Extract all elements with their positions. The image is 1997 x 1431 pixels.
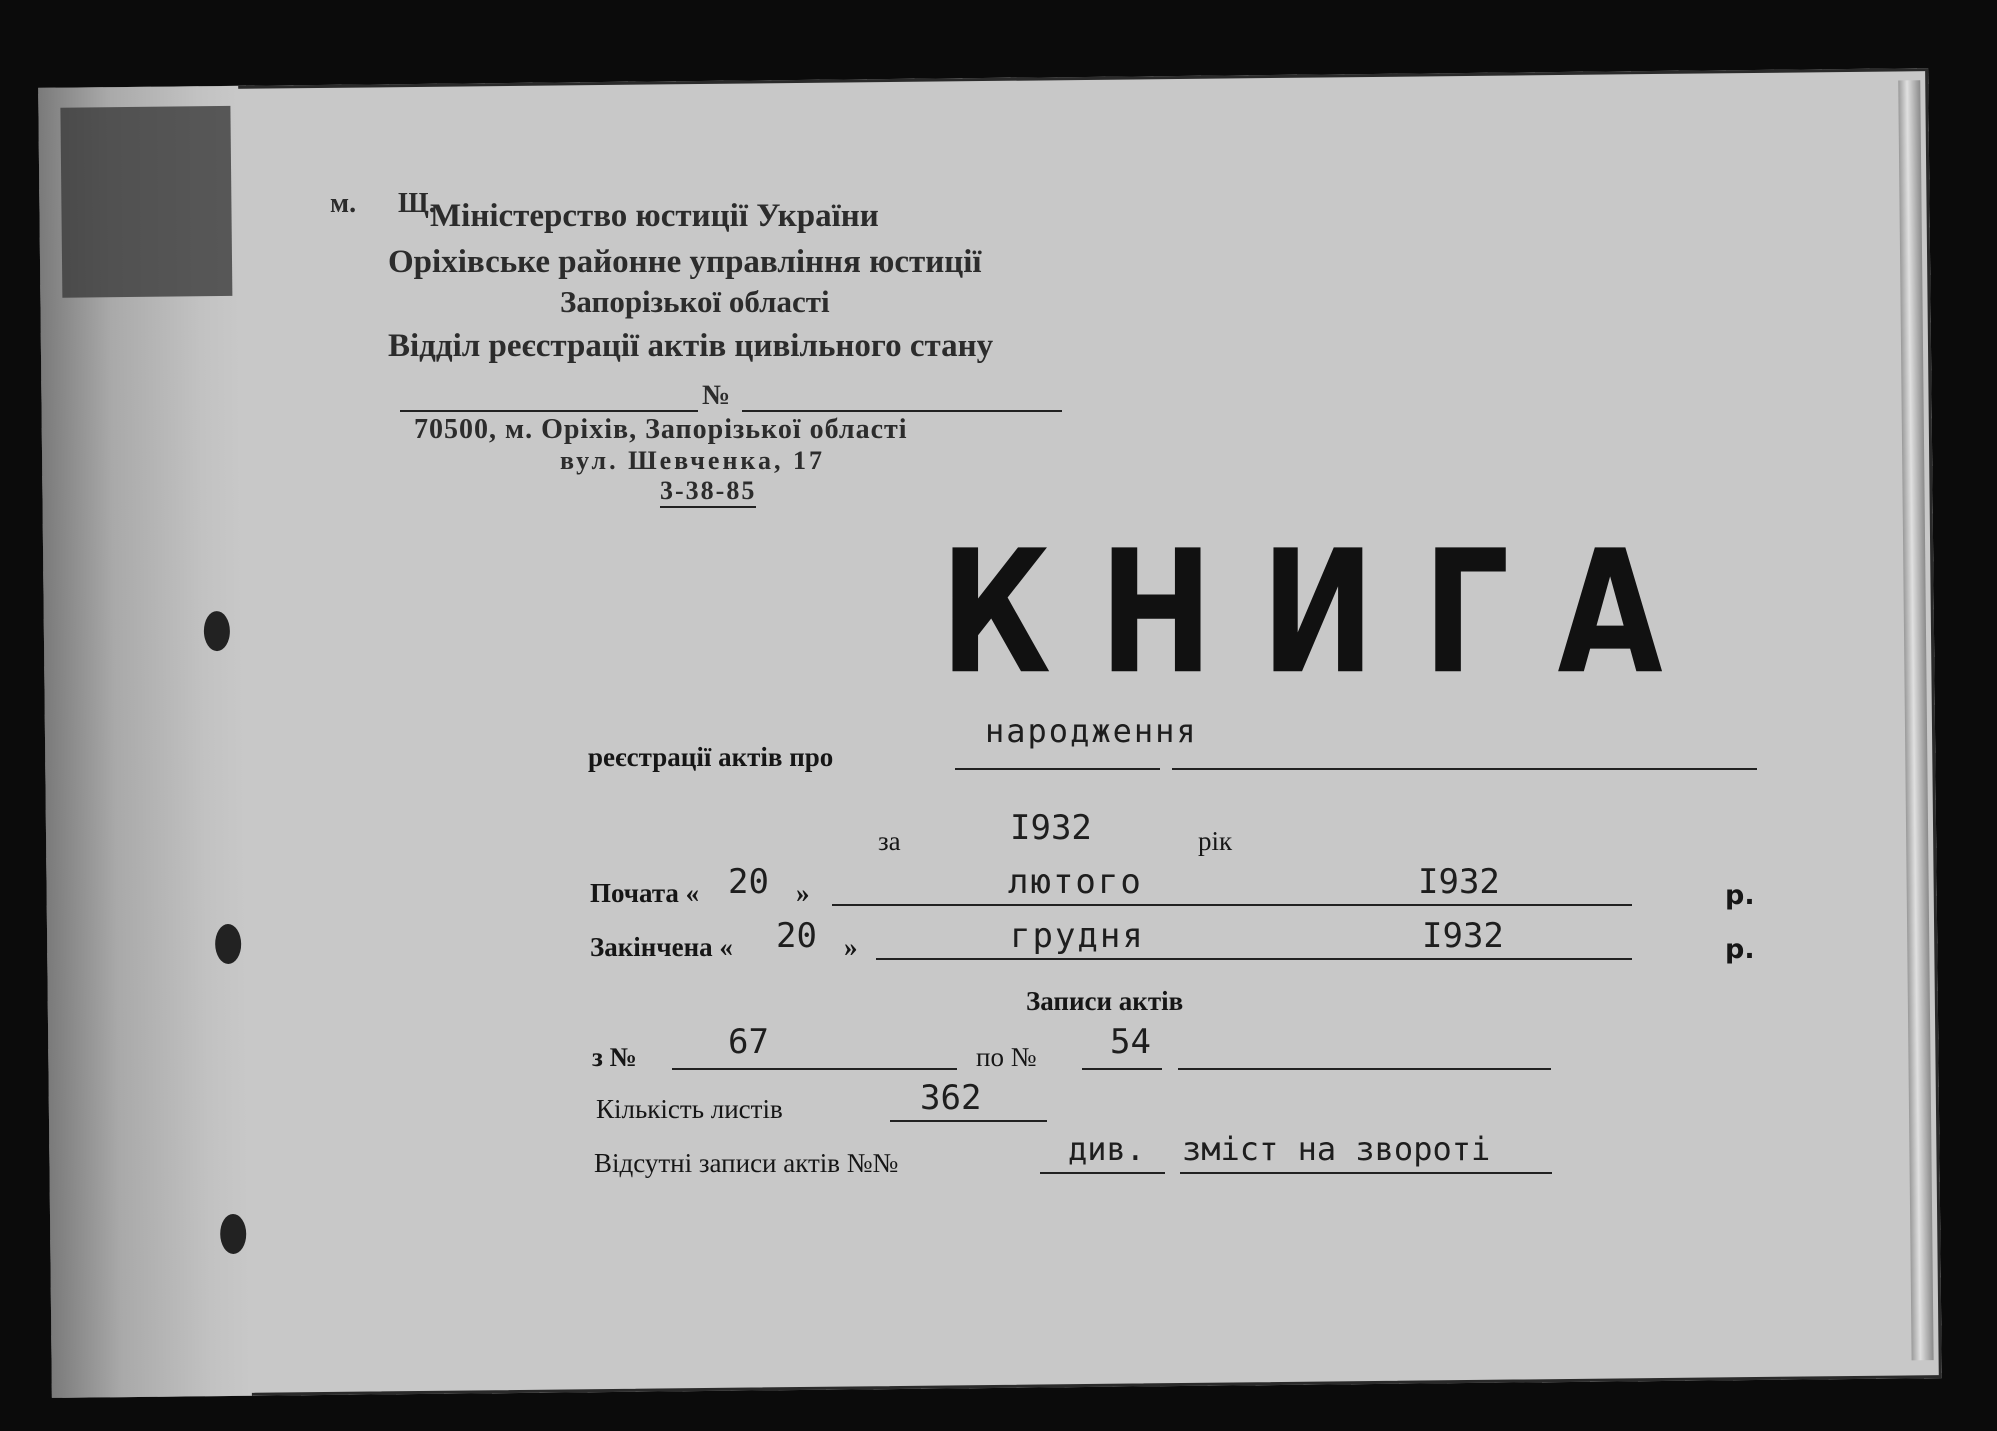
started-suffix: р. bbox=[1725, 880, 1755, 911]
stamp-street: вул. Шевченка, 17 bbox=[560, 446, 826, 475]
stamp-office: Відділ реєстрації актів цивільного стану bbox=[388, 328, 994, 364]
finished-label: Закінчена « bbox=[590, 932, 733, 962]
missing-value-part2: зміст на звороті bbox=[1182, 1130, 1491, 1168]
binding-hole bbox=[204, 611, 230, 651]
records-to-line bbox=[1082, 1068, 1162, 1070]
started-month-line bbox=[832, 904, 1172, 906]
year-value: I932 bbox=[1010, 808, 1092, 848]
sheets-line bbox=[890, 1120, 1047, 1122]
year-label-rik: рік bbox=[1198, 826, 1233, 856]
sheets-label: Кількість листів bbox=[596, 1094, 783, 1124]
records-from-label: з № bbox=[592, 1042, 637, 1072]
page-edges bbox=[1898, 80, 1933, 1360]
binding-hole bbox=[220, 1214, 246, 1254]
year-label-za: за bbox=[878, 826, 901, 856]
registration-value: народження bbox=[985, 712, 1198, 750]
records-to-label: по № bbox=[976, 1042, 1037, 1072]
started-close-quote: » bbox=[796, 878, 810, 908]
stamp-ministry: Міністерство юстиції України bbox=[430, 198, 879, 234]
finished-year-line bbox=[1172, 958, 1632, 960]
stamp-region: Запорізької області bbox=[560, 284, 830, 319]
finished-day: 20 bbox=[776, 916, 817, 956]
started-label: Почата « bbox=[590, 878, 700, 908]
stamp-number-line bbox=[742, 410, 1062, 412]
stamp-initials-m: м. bbox=[330, 188, 357, 219]
registration-label: реєстрації актів про bbox=[588, 742, 834, 772]
missing-value-part1: див. bbox=[1068, 1130, 1146, 1168]
spine-tape bbox=[60, 106, 232, 298]
started-year: I932 bbox=[1418, 862, 1500, 902]
finished-year: I932 bbox=[1422, 916, 1504, 956]
stamp-initials-sh: Щ. bbox=[398, 188, 436, 219]
stamp-department: Оріхівське районне управління юстиції bbox=[388, 244, 982, 280]
registration-line bbox=[955, 768, 1160, 770]
records-from-line bbox=[672, 1068, 957, 1070]
sheets-value: 362 bbox=[920, 1078, 982, 1118]
records-to-value: 54 bbox=[1110, 1022, 1151, 1062]
book-title: КНИГА bbox=[940, 515, 1711, 713]
records-to-line bbox=[1178, 1068, 1551, 1070]
registration-line bbox=[1172, 768, 1757, 770]
started-month: лютого bbox=[1008, 862, 1143, 902]
binding-hole bbox=[215, 924, 241, 964]
finished-suffix: р. bbox=[1725, 934, 1755, 965]
finished-month-line bbox=[876, 958, 1172, 960]
missing-line bbox=[1040, 1172, 1165, 1174]
missing-label: Відсутні записи актів №№ bbox=[594, 1148, 899, 1178]
finished-close-quote: » bbox=[844, 932, 858, 962]
stamp-number-line bbox=[400, 410, 698, 412]
records-header: Записи актів bbox=[1026, 986, 1184, 1016]
records-from-value: 67 bbox=[728, 1022, 769, 1062]
missing-line bbox=[1180, 1172, 1552, 1174]
started-day: 20 bbox=[728, 862, 769, 902]
stamp-phone: 3-38-85 bbox=[660, 476, 756, 508]
stamp-address: 70500, м. Оріхів, Запорізької області bbox=[414, 414, 908, 445]
started-year-line bbox=[1172, 904, 1632, 906]
finished-month: грудня bbox=[1010, 916, 1145, 956]
stamp-number-sign: № bbox=[702, 380, 731, 411]
